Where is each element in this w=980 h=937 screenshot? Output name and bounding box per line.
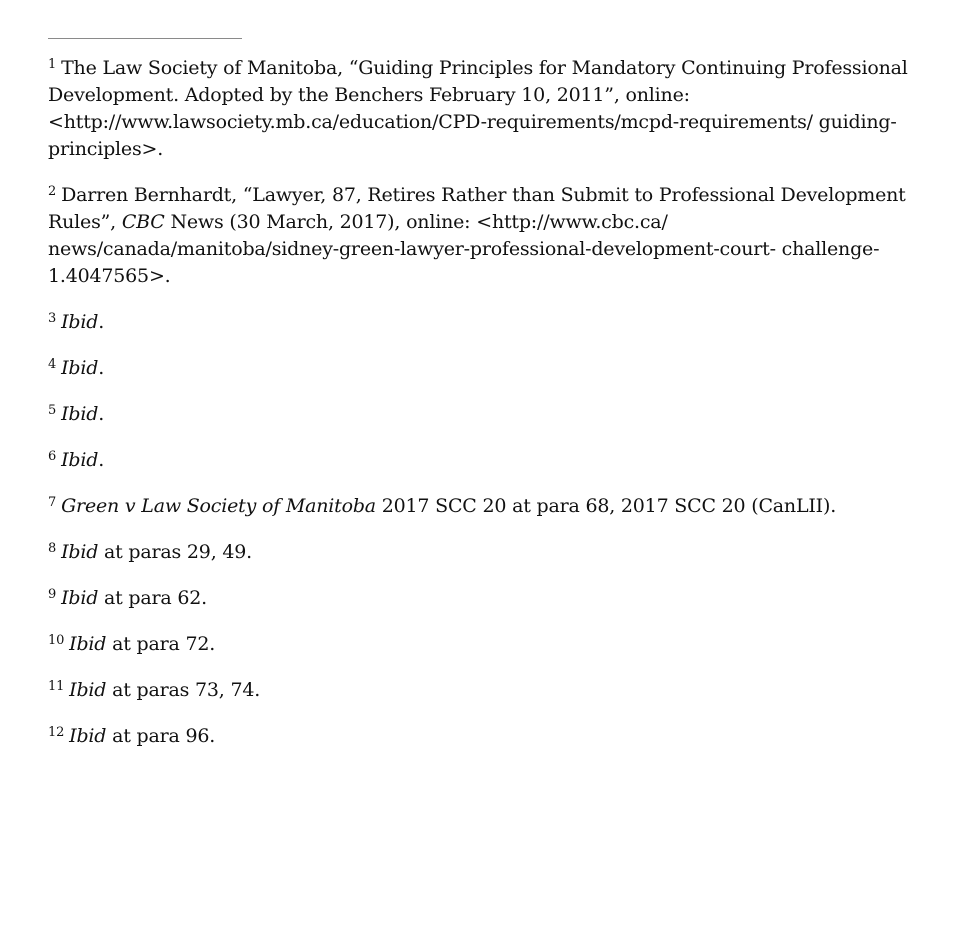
footnote-12 <box>48 723 928 750</box>
footnote-4 <box>48 355 928 382</box>
footnote-number: 9 <box>48 587 57 602</box>
footnote-number: 12 <box>48 725 65 740</box>
footnote-number: 8 <box>48 541 57 556</box>
footnote-text: . <box>98 403 105 425</box>
footnote-text: at para 62. <box>98 587 207 609</box>
footnote-2 <box>48 182 928 290</box>
footnote-italic-text: Ibid <box>61 587 99 609</box>
footnote-text: The Law Society of Manitoba, “Guiding Principles for Mandatory Continuing Professional Development. Adopted by the Benchers February 10, 2011”, online: <http://www.lawsociety.mb.ca/education/CPD-requirements/mcpd-requirements/ guiding-principles>. <box>48 57 908 160</box>
footnote-3 <box>48 309 928 336</box>
footnote-list <box>48 55 928 750</box>
footnote-9 <box>48 585 928 612</box>
footnotes-page <box>48 38 928 769</box>
footnote-11 <box>48 677 928 704</box>
footnote-number: 5 <box>48 403 57 418</box>
footnote-text: at paras 29, 49. <box>98 541 252 563</box>
footnote-italic-text: Ibid <box>61 449 99 471</box>
footnote-text: . <box>98 311 105 333</box>
footnote-italic-text: Ibid <box>61 311 99 333</box>
footnote-text: . <box>98 449 105 471</box>
footnote-text: . <box>98 357 105 379</box>
footnote-separator <box>48 38 242 39</box>
footnote-italic-text: Ibid <box>69 679 107 701</box>
footnote-text: 2017 SCC 20 at para 68, 2017 SCC 20 (CanLII). <box>375 495 837 517</box>
footnote-italic-text: Ibid <box>61 403 99 425</box>
footnote-text: at para 96. <box>106 725 216 747</box>
footnote-text: at paras 73, 74. <box>106 679 261 701</box>
footnote-italic-text: CBC <box>121 211 165 233</box>
footnote-number: 7 <box>48 495 57 510</box>
footnote-number: 2 <box>48 184 57 199</box>
footnote-8 <box>48 539 928 566</box>
footnote-number: 4 <box>48 357 57 372</box>
footnote-italic-text: Ibid <box>69 725 107 747</box>
footnote-text: Darren Bernhardt, “Lawyer, 87, Retires Rather than Submit to Professional Development Rules”, <box>48 184 906 233</box>
footnote-italic-text: Ibid <box>61 357 99 379</box>
footnote-italic-text: Ibid <box>69 633 107 655</box>
footnote-number: 1 <box>48 57 57 72</box>
footnote-number: 6 <box>48 449 57 464</box>
footnote-italic-text: Green v Law Society of Manitoba <box>61 495 376 517</box>
footnote-text: News (30 March, 2017), online: <http://www.cbc.ca/ news/canada/manitoba/sidney-green-lawyer-professional-development-court- challenge-1.4047565>. <box>48 211 880 287</box>
footnote-number: 10 <box>48 633 65 648</box>
footnote-6 <box>48 447 928 474</box>
footnote-7 <box>48 493 928 520</box>
footnote-italic-text: Ibid <box>61 541 99 563</box>
footnote-1 <box>48 55 928 163</box>
footnote-number: 11 <box>48 679 65 694</box>
footnote-10 <box>48 631 928 658</box>
footnote-number: 3 <box>48 311 57 326</box>
footnote-text: at para 72. <box>106 633 216 655</box>
footnote-5 <box>48 401 928 428</box>
